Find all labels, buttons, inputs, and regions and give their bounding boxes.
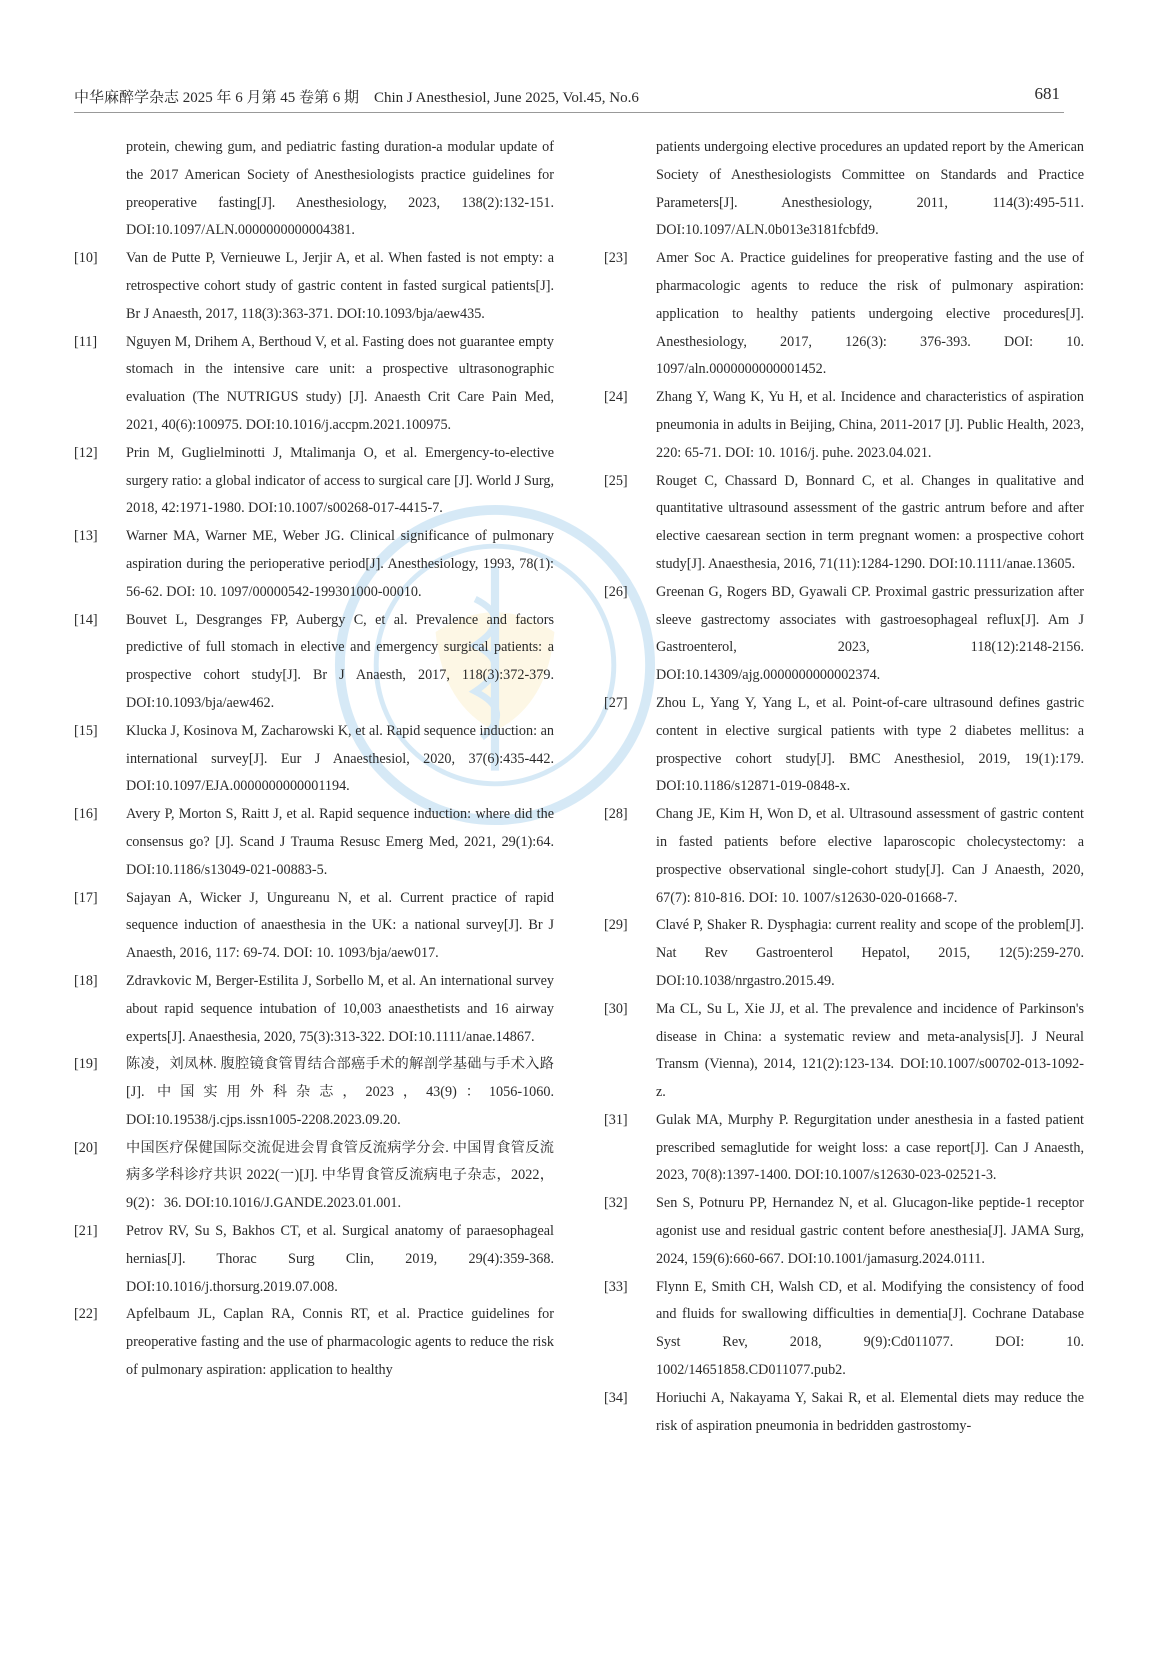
reference-item: [12] Prin M, Guglielminotti J, Mtalimanja O, et al. Emergency-to-elective surgery ratio: a global indicator of access to surgical care [J]. World J Surg, 2018, 42:1971-1980. DOI:10.1007/s00268-017-4415-7. — [74, 444, 554, 517]
reference-column-left — [74, 134, 554, 1385]
reference-item: [28] Chang JE, Kim H, Won D, et al. Ultrasound assessment of gastric content in fasted patients before elective laparoscopic cholecystectomy: a prospective observational single-cohort study[J]. Can J Anaesth, 2020, 67(7): 810-816. DOI: 10. 1007/s12630-020-01668-7. — [604, 806, 1084, 906]
reference-item: [11] Nguyen M, Drihem A, Berthoud V, et al. Fasting does not guarantee empty stomach in the intensive care unit: a prospective ultrasonographic evaluation (The NUTRIGUS study) [J]. Anaesth Crit Care Pain Med, 2021, 40(6):100975. DOI:10.1016/j.accpm.2021.100975. — [74, 333, 554, 433]
reference-item: [30] Ma CL, Su L, Xie JJ, et al. The prevalence and incidence of Parkinson's disease in China: a systematic review and meta-analysis[J]. J Neural Transm (Vienna), 2014, 121(2):123-134. DOI:10.1007/s00702-013-1092-z. — [604, 1000, 1084, 1101]
reference-item: [33] Flynn E, Smith CH, Walsh CD, et al. Modifying the consistency of food and fluids for swallowing difficulties in dementia[J]. Cochrane Database Syst Rev, 2018, 9(9):Cd011077. DOI: 10. 1002/14651858.CD011077.pub2. — [604, 1278, 1084, 1379]
reference-item: [34] Horiuchi A, Nakayama Y, Sakai R, et al. Elemental diets may reduce the risk of aspiration pneumonia in bedridden gastrostomy- — [604, 1389, 1084, 1434]
reference-item: protein, chewing gum, and pediatric fasting duration-a modular update of the 2017 American Society of Anesthesiologists practice guidelines for preoperative fasting[J]. Anesthesiology, 2023, 138(2):132-151. DOI:10.1097/ALN.0000000000004381. — [126, 139, 554, 239]
reference-item: [16] Avery P, Morton S, Raitt J, et al. Rapid sequence induction: where did the consensus go? [J]. Scand J Trauma Resusc Emerg Med, 2021, 29(1):64. DOI:10.1186/s13049-021-00883-5. — [74, 806, 554, 878]
page-number: 681 — [1034, 84, 1060, 103]
reference-item: [27] Zhou L, Yang Y, Yang L, et al. Point-of-care ultrasound defines gastric content in elective surgical patients with type 2 diabetes mellitus: a prospective cohort study[J]. BMC Anesthesiol, 2019, 19(1):179. DOI:10.1186/s12871-019-0848-x. — [604, 694, 1084, 795]
reference-item: [15] Klucka J, Kosinova M, Zacharowski K, et al. Rapid sequence induction: an international survey[J]. Eur J Anaesthesiol, 2020, 37(6):435-442. DOI:10.1097/EJA.0000000000001194. — [74, 722, 554, 795]
reference-item: [10] Van de Putte P, Vernieuwe L, Jerjir A, et al. When fasted is not empty: a retrospective cohort study of gastric content in fasted surgical patients[J]. Br J Anaesth, 2017, 118(3):363-371. DOI:10.1093/bja/aew435. — [74, 250, 554, 322]
reference-item: [25] Rouget C, Chassard D, Bonnard C, et al. Changes in qualitative and quantitative ultrasound assessment of the gastric antrum before and after elective caesarean section in term pregnant women: a prospective cohort study[J]. Anaesthesia, 2016, 71(11):1284-1290. DOI:10.1111/anae.13605. — [604, 472, 1084, 572]
reference-item: [32] Sen S, Potnuru PP, Hernandez N, et al. Glucagon-like peptide-1 receptor agonist use and residual gastric content before anesthesia[J]. JAMA Surg, 2024, 159(6):660-667. DOI:10.1001/jamasurg.2024.0111. — [604, 1195, 1084, 1267]
reference-item: [29] Clavé P, Shaker R. Dysphagia: current reality and scope of the problem[J]. Nat Rev Gastroenterol Hepatol, 2015, 12(5):259-270. DOI:10.1038/nrgastro.2015.49. — [604, 917, 1084, 989]
reference-item: [13] Warner MA, Warner ME, Weber JG. Clinical significance of pulmonary aspiration during the perioperative period[J]. Anesthesiology, 1993, 78(1): 56-62. DOI: 10. 1097/00000542-199301000-00010. — [74, 528, 554, 600]
reference-item: [19] 陈凌，刘凤林. 腹腔镜食管胃结合部癌手术的解剖学基础与手术入路[J]. 中国实用外科杂志，2023，43(9)：1056-1060. DOI:10.19538/j.cjps.issn1005-2208.2023.09.20. — [74, 1056, 554, 1128]
reference-item: [17] Sajayan A, Wicker J, Ungureanu N, et al. Current practice of rapid sequence induction of anaesthesia in the UK: a national survey[J]. Br J Anaesth, 2016, 117: 69-74. DOI: 10. 1093/bja/aew017. — [74, 889, 554, 962]
reference-item: [14] Bouvet L, Desgranges FP, Aubergy C, et al. Prevalence and factors predictive of full stomach in elective and emergency surgical patients: a prospective cohort study[J]. Br J Anaesth, 2017, 118(3):372-379. DOI:10.1093/bja/aew462. — [74, 611, 554, 711]
reference-item: [22] Apfelbaum JL, Caplan RA, Connis RT, et al. Practice guidelines for preoperative fasting and the use of pharmacologic agents to reduce the risk of pulmonary aspiration: application to healthy — [74, 1306, 554, 1379]
journal-title: 中华麻醉学杂志 2025 年 6 月第 45 卷第 6 期 Chin J Anesthesiol, June 2025, Vol.45, No.6 — [74, 90, 639, 106]
header-rule — [74, 112, 1064, 113]
reference-item: [31] Gulak MA, Murphy P. Regurgitation under anesthesia in a fasted patient prescribed semaglutide for weight loss: a case report[J]. Can J Anaesth, 2023, 70(8):1397-1400. DOI:10.1007/s12630-023-02521-3. — [604, 1111, 1084, 1184]
reference-item: [20] 中国医疗保健国际交流促进会胃食管反流病学分会. 中国胃食管反流病多学科诊疗共识 2022(一)[J]. 中华胃食管反流病电子杂志，2022，9(2)：36. DOI:10.1016/J.GANDE.2023.01.001. — [74, 1139, 554, 1212]
reference-item: patients undergoing elective procedures an updated report by the American Society of Anesthesiologists Committee on Standards and Practice Parameters[J]. Anesthesiology, 2011, 114(3):495-511. DOI:10.1097/ALN.0b013e3181fcbfd9. — [656, 139, 1084, 239]
reference-column-right — [604, 134, 1084, 1440]
running-header — [74, 80, 1064, 110]
reference-item: [18] Zdravkovic M, Berger-Estilita J, Sorbello M, et al. An international survey about rapid sequence intubation of 10,003 anaesthetists and 16 airway experts[J]. Anaesthesia, 2020, 75(3):313-322. DOI:10.1111/anae.14867. — [74, 972, 554, 1045]
reference-item: [21] Petrov RV, Su S, Bakhos CT, et al. Surgical anatomy of paraesophageal hernias[J]. Thorac Surg Clin, 2019, 29(4):359-368. DOI:10.1016/j.thorsurg.2019.07.008. — [74, 1223, 554, 1295]
reference-item: [23] Amer Soc A. Practice guidelines for preoperative fasting and the use of pharmacologic agents to reduce the risk of pulmonary aspiration: application to healthy patients undergoing elective procedures[J]. Anesthesiology, 2017, 126(3): 376-393. DOI: 10. 1097/aln.0000000000001452. — [604, 250, 1084, 378]
reference-item: [26] Greenan G, Rogers BD, Gyawali CP. Proximal gastric pressurization after sleeve gastrectomy associates with gastroesophageal reflux[J]. Am J Gastroenterol, 2023, 118(12):2148-2156. DOI:10.14309/ajg.0000000000002374. — [604, 583, 1084, 684]
reference-item: [24] Zhang Y, Wang K, Yu H, et al. Incidence and characteristics of aspiration pneumonia in adults in Beijing, China, 2011-2017 [J]. Public Health, 2023, 220: 65-71. DOI: 10. 1016/j. puhe. 2023.04.021. — [604, 389, 1084, 461]
